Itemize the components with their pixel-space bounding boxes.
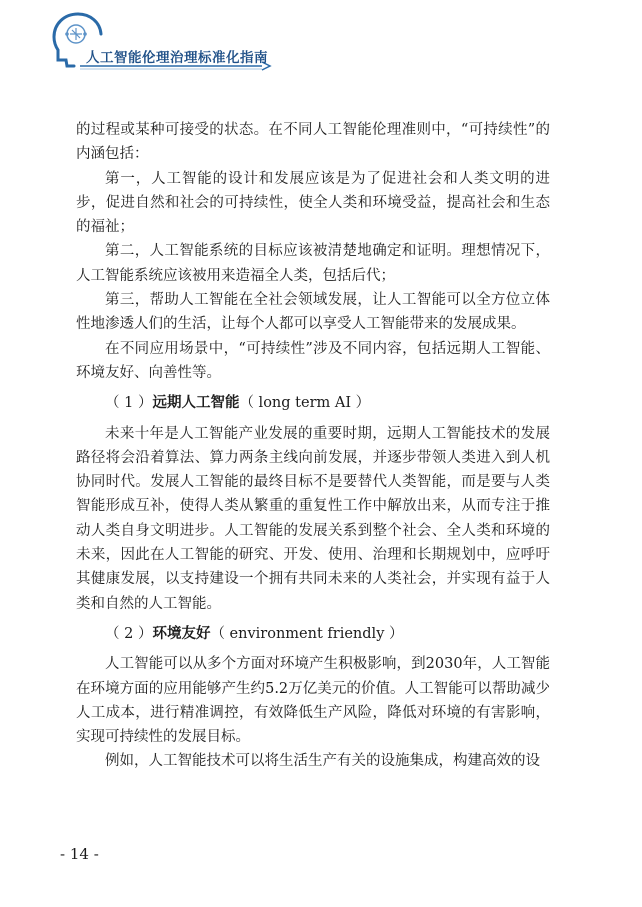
heading-number: （ 1 ） <box>105 395 153 412</box>
paragraph: 人工智能可以从多个方面对环境产生积极影响，到2030年，人工智能在环境方面的应用能够产生约5.2万亿美元的价值。人工智能可以帮助减少人工成本，进行精准调控，有效降低生产风险，降低对环境的有害影响，实现可持续性的发展目标。 <box>76 656 550 746</box>
paragraph: 例如，人工智能技术可以将生活生产有关的设施集成，构建高效的设 <box>105 753 540 770</box>
ai-head-logo-icon <box>0 0 642 80</box>
paragraph: 第一，人工智能的设计和发展应该是为了促进社会和人类文明的进步，促进自然和社会的可持续性，使全人类和环境受益，提高社会和生态的福祉； <box>76 170 550 236</box>
paragraph: 第三，帮助人工智能在全社会领域发展，让人工智能可以全方位立体性地渗透人们的生活，让每个人都可以享受人工智能带来的发展成果。 <box>76 292 550 333</box>
heading-title: 环境友好 <box>152 624 211 642</box>
page-header <box>0 0 642 80</box>
heading-title: 远期人工智能 <box>152 394 240 412</box>
header-title: 人工智能伦理治理标准化指南 <box>86 50 268 66</box>
paragraph: 在不同应用场景中，“可持续性”涉及不同内容，包括远期人工智能、环境友好、向善性等。 <box>76 340 550 381</box>
paragraph: 的过程或某种可接受的状态。在不同人工智能伦理准则中，“可持续性”的内涵包括： <box>76 122 550 163</box>
paragraph: 未来十年是人工智能产业发展的重要时期，远期人工智能技术的发展路径将会沿着算法、算力两条主线向前发展，并逐步带领人类进入到人机协同时代。发展人工智能的最终目标不是要替代人类智能，而是要与人类智能形成互补，使得人类从繁重的重复性工作中解放出来，从而专注于推动人类自身文明进步。人工智能的发展关系到整个社会、全人类和环境的未来，因此在人工智能的研究、开发、使用、治理和长期规划中，应呼吁其健康发展，以支持建设一个拥有共同未来的人类社会，并实现有益于人类和自然的人工智能。 <box>76 425 550 612</box>
paragraph: 第二，人工智能系统的目标应该被清楚地确定和证明。理想情况下，人工智能系统应该被用来造福全人类，包括后代； <box>76 243 550 284</box>
page-number: - 14 - <box>60 845 99 863</box>
heading-english: （ environment friendly ） <box>210 625 404 642</box>
heading-number: （ 2 ） <box>105 625 153 642</box>
section-heading-environment-friendly <box>76 622 550 646</box>
heading-english: （ long term AI ） <box>239 395 371 412</box>
document-body <box>76 118 550 774</box>
section-heading-long-term-ai <box>76 391 550 415</box>
